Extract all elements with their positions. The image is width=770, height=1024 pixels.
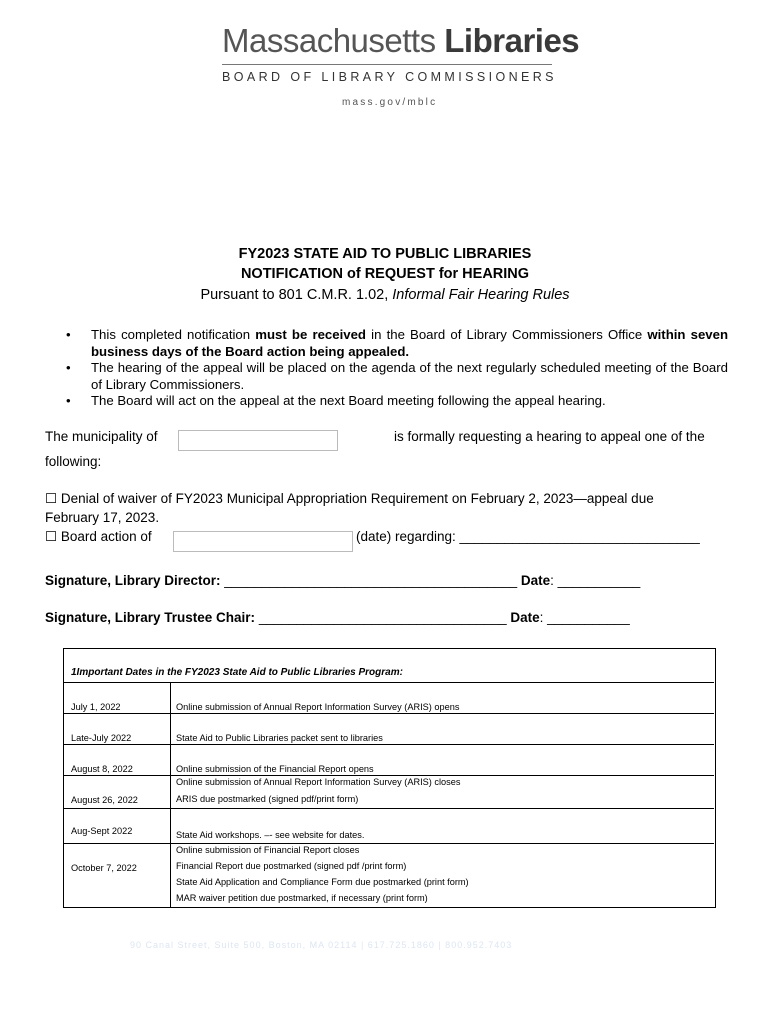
table-item: Online submission of the Financial Report opens [176, 764, 374, 774]
table-item: State Aid to Public Libraries packet sent to libraries [176, 733, 383, 743]
footer-address: 90 Canal Street, Suite 500, Boston, MA 02114 | 617.725.1860 | 800.952.7403 [130, 940, 513, 950]
table-date: Late-July 2022 [71, 733, 132, 743]
table-date: October 7, 2022 [71, 863, 137, 873]
option-board-action[interactable]: ☐ Board action of [45, 529, 152, 544]
logo-name-light: Massachusetts [222, 22, 436, 59]
instruction-item: • The Board will act on the appeal at the next Board meeting following the appeal hearing. [66, 393, 606, 408]
table-rule [64, 775, 714, 776]
table-rule [64, 808, 714, 809]
director-signature-line: Signature, Library Director: _______________________________________ Date: ___________ [45, 573, 641, 588]
following-text: following: [45, 454, 102, 469]
table-caption: 1Important Dates in the FY2023 State Aid to Public Libraries Program: [71, 667, 403, 678]
table-rule [64, 744, 714, 745]
logo-url: mass.gov/mblc [342, 97, 438, 108]
table-item: Online submission of Annual Report Information Survey (ARIS) closes [176, 777, 461, 787]
table-item: ARIS due postmarked (signed pdf/print form) [176, 794, 359, 804]
board-action-date-input[interactable] [173, 531, 353, 552]
instruction-item: • The hearing of the appeal will be placed on the agenda of the next regularly scheduled meeting of the Board of Library Commissioners. [66, 360, 728, 392]
instruction-list [64, 327, 728, 410]
table-item: MAR waiver petition due postmarked, if necessary (print form) [176, 893, 428, 903]
table-column-divider [170, 682, 171, 907]
municipality-label: The municipality of [45, 429, 158, 444]
table-date: August 26, 2022 [71, 795, 138, 805]
table-item: Online submission of Financial Report closes [176, 845, 360, 855]
logo-divider [222, 64, 552, 65]
heading-line-2: NOTIFICATION of REQUEST for HEARING [240, 266, 530, 282]
table-date: July 1, 2022 [71, 702, 121, 712]
option-mar-waiver-cont: February 17, 2023. [45, 510, 160, 525]
table-item: Online submission of Annual Report Information Survey (ARIS) opens [176, 702, 460, 712]
heading-line-1: FY2023 STATE AID TO PUBLIC LIBRARIES [238, 246, 532, 262]
instruction-item: • This completed notification must be received in the Board of Library Commissioners Office within seven business days of the Board action being appealed. [66, 327, 729, 359]
table-item: State Aid Application and Compliance Form due postmarked (print form) [176, 877, 469, 887]
logo-name-bold: Libraries [444, 22, 580, 59]
heading-line-3: Pursuant to 801 C.M.R. 1.02, Informal Fair Hearing Rules [200, 287, 570, 303]
regarding-text: (date) regarding: ________________________________ [356, 529, 700, 544]
table-rule [64, 713, 714, 714]
table-item: Financial Report due postmarked (signed pdf /print form) [176, 861, 407, 871]
option-mar-waiver[interactable]: ☐ Denial of waiver of FY2023 Municipal Appropriation Requirement on February 2, 2023—appeal due [45, 491, 654, 506]
table-date: August 8, 2022 [71, 764, 133, 774]
table-item: State Aid workshops. –- see website for dates. [176, 830, 365, 840]
important-dates-table [63, 648, 716, 908]
table-date: Aug-Sept 2022 [71, 826, 133, 836]
trustee-signature-line: Signature, Library Trustee Chair: _________________________________ Date: ___________ [45, 610, 630, 625]
heading-italic: Informal Fair Hearing Rules [392, 287, 570, 303]
municipality-input[interactable] [178, 430, 338, 451]
logo-subtitle: BOARD OF LIBRARY COMMISSIONERS [222, 70, 557, 84]
requesting-text: is formally requesting a hearing to appeal one of the [394, 429, 705, 444]
table-rule [64, 682, 714, 683]
letterhead-logo [222, 22, 579, 60]
table-rule [64, 843, 714, 844]
